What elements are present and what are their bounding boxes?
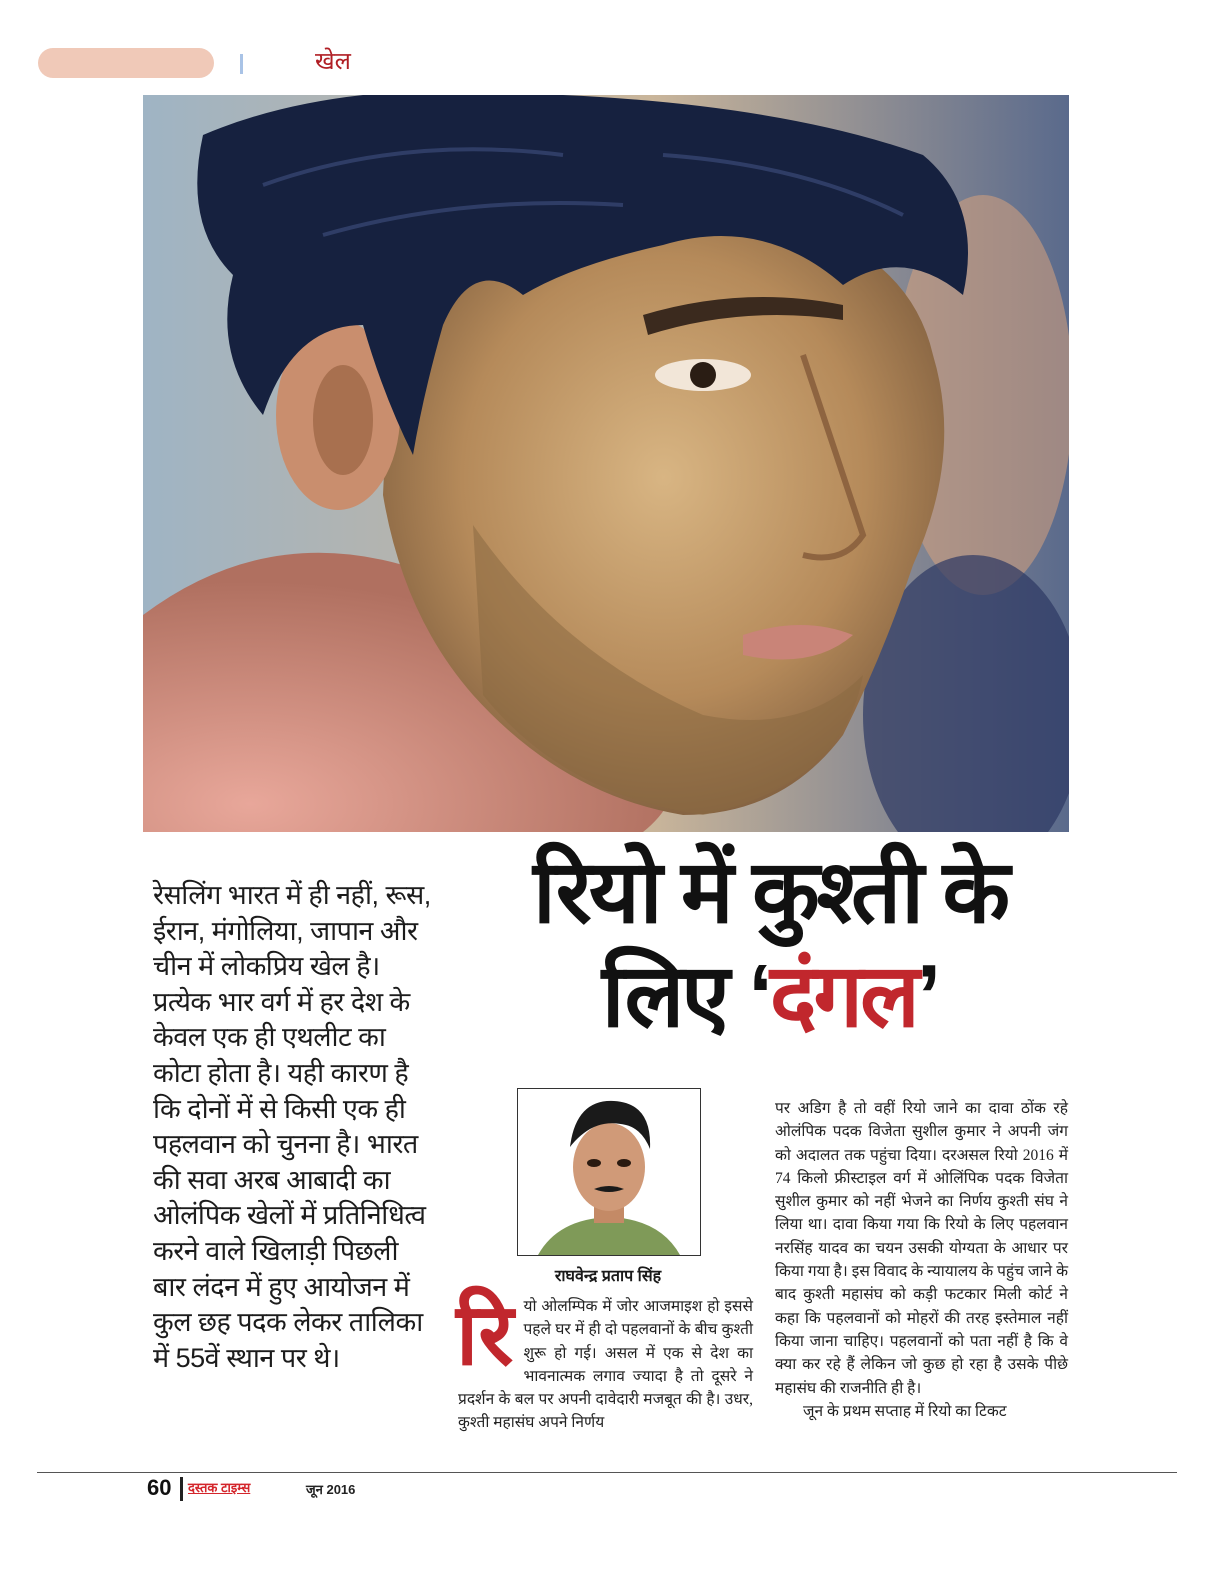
headline-prefix: लिए ‘ bbox=[601, 946, 770, 1045]
article-column-1 bbox=[456, 1287, 753, 1435]
pull-quote: रेसलिंग भारत में ही नहीं, रूस, ईरान, मंगोलिया, जापान और चीन में लोकप्रिय खेल है। प्रत्येक भार वर्ग में हर देश के केवल एक ही एथलीट का कोटा होता है। यही कारण है कि दोनों में से किसी एक ही पहलवान को चुनना है। भारत की सवा अरब आबादी का ओलंपिक खेलों में प्रतिनिधित्व करने वाले खिलाड़ी पिछली बार लंदन में हुए आयोजन में कुल छह पदक लेकर तालिका में 55वें स्थान पर थे। bbox=[153, 880, 431, 1373]
column-2-paragraph-2: जून के प्रथम सप्ताह में रियो का टिकट bbox=[803, 1402, 1007, 1420]
headline-line-1: रियो में कुश्ती के bbox=[532, 842, 1008, 941]
header-pill bbox=[38, 48, 214, 78]
drop-cap: रि bbox=[456, 1287, 514, 1383]
header-divider bbox=[240, 54, 243, 74]
hero-photo bbox=[143, 95, 1069, 832]
article-column-2 bbox=[775, 1097, 1068, 1423]
footer-divider bbox=[180, 1477, 183, 1501]
issue-date: जून 2016 bbox=[306, 1482, 356, 1497]
headline-suffix: ’ bbox=[916, 946, 939, 1045]
page-number: 60 bbox=[147, 1475, 172, 1500]
magazine-brand: दस्तक टाइम्स bbox=[188, 1480, 251, 1495]
author-name: राघवेन्द्र प्रताप सिंह bbox=[554, 1268, 662, 1285]
footer-rule bbox=[37, 1472, 1177, 1473]
author-photo bbox=[517, 1088, 701, 1256]
section-label: खेल bbox=[315, 47, 351, 75]
column-1-text: यो ओलम्पिक में जोर आजमाइश हो इससे पहले घर में ही दो पहलवानों के बीच कुश्ती शुरू हो गई। असल में एक से देश का भावनात्मक लगाव ज्यादा है तो दूसरे ने प्रदर्शन के बल पर अपनी दावेदारी मजबूत की है। उधर, कुश्ती महासंघ अपने निर्णय bbox=[458, 1298, 753, 1432]
headline-accent: दंगल bbox=[769, 946, 917, 1045]
column-2-paragraph-1: पर अडिग है तो वहीं रियो जाने का दावा ठोंक रहे ओलंपिक पदक विजेता सुशील कुमार ने अपनी जंग को अदालत तक पहुंचा दिया। दरअसल रियो 2016 में 74 किलो फ्रीस्टाइल वर्ग में ओलिंपिक पदक विजेता सुशील कुमार को नहीं भेजने का निर्णय कुश्ती संघ ने लिया था। दावा किया गया कि रियो के लिए पहलवान नरसिंह यादव का चयन उसकी योग्यता के आधार पर किया गया है। इस विवाद के न्यायालय के पहुंच जाने के बाद कुश्ती महासंघ को कड़ी फटकार मिली कोर्ट ने कहा कि पहलवानों को मोहरों की तरह इस्तेमाल नहीं किया जाना चाहिए। पहलवानों को पता नहीं है कि वे क्या कर रहे हैं लेकिन जो कुछ हो रहा है उसके पीछे महासंघ की राजनीति ही है। bbox=[775, 1100, 1068, 1397]
headline-line-2 bbox=[450, 944, 1090, 1048]
article-headline bbox=[450, 840, 1090, 1048]
